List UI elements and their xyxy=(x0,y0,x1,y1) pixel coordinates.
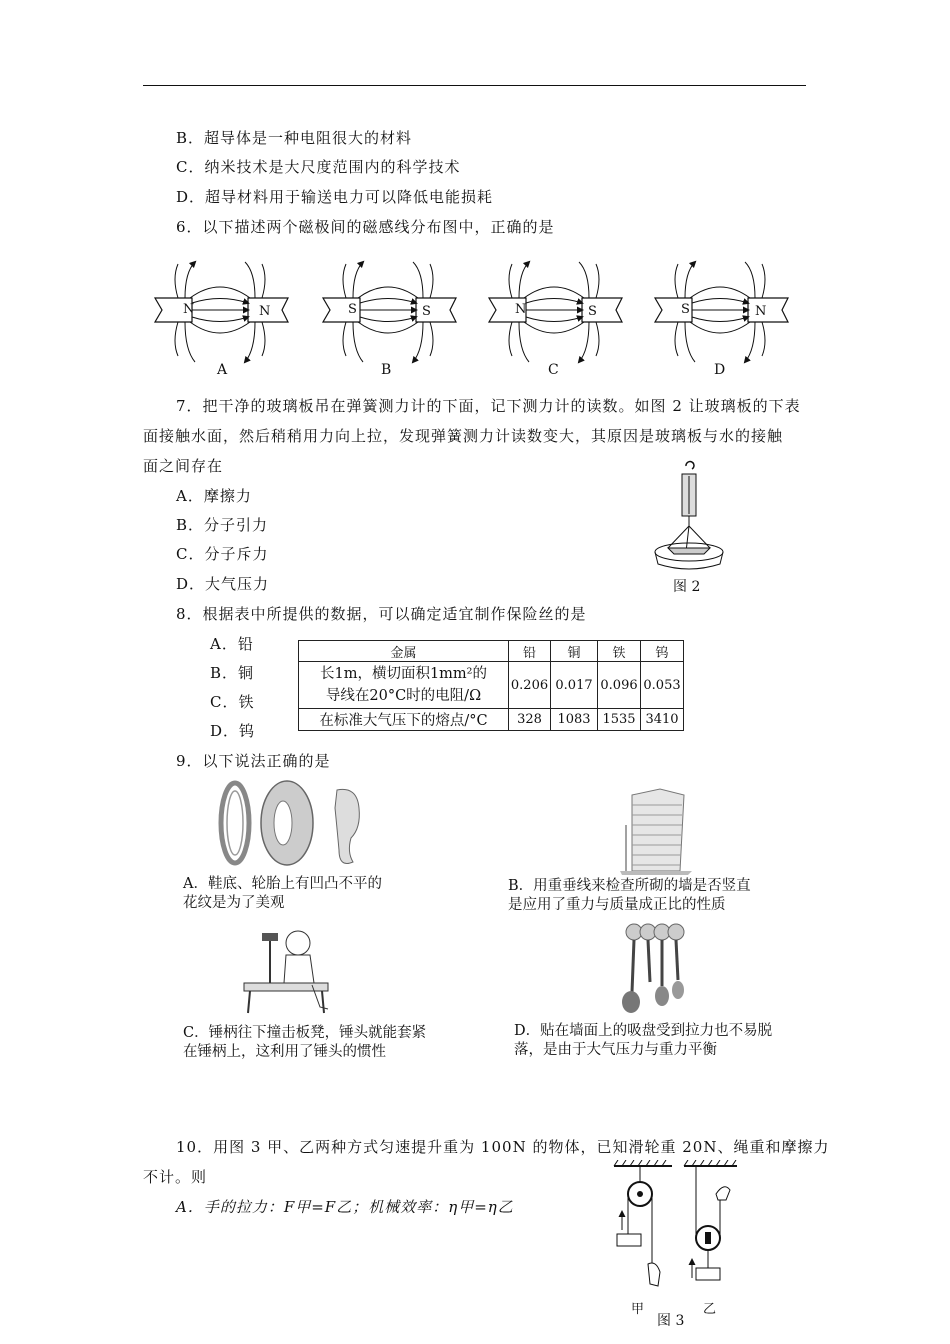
q8-option-b: B．铜 xyxy=(210,664,255,682)
table-cell: 1083 xyxy=(551,709,598,731)
q7-option-a: A．摩擦力 xyxy=(176,487,252,505)
q9-c-line2: 在锤柄上，这利用了锤头的惯性 xyxy=(183,1044,386,1060)
brick-wall-image xyxy=(620,785,692,875)
q10-option-a: A．手的拉力：F甲=F乙；机械效率：η甲=η乙 xyxy=(176,1198,514,1216)
table-cell: 0.096 xyxy=(598,662,641,709)
diagram-label-a: A xyxy=(217,362,228,378)
pole-b-left: S xyxy=(348,302,357,317)
q9-stem: 9．以下说法正确的是 xyxy=(176,752,331,770)
table-cell: 0.017 xyxy=(551,662,598,709)
hammer-bench-image xyxy=(240,925,332,1017)
table-row-label: 在标准大气压下的熔点/°C xyxy=(299,709,509,731)
table-row xyxy=(299,709,684,731)
table-header-cell: 钨 xyxy=(641,641,684,662)
label-jia: 甲 xyxy=(631,1302,645,1317)
q9-b-line1: B．用重垂线来检查所砌的墙是否竖直 xyxy=(508,878,751,894)
q8-option-a: A．铅 xyxy=(210,635,254,653)
q5-option-d: D．超导材料用于输送电力可以降低电能损耗 xyxy=(176,188,494,206)
header-rule xyxy=(143,85,806,86)
table-header-cell: 铁 xyxy=(598,641,641,662)
q5-option-b: B．超导体是一种电阻很大的材料 xyxy=(176,129,413,147)
tire-and-shoe-image xyxy=(215,778,375,868)
q10-line1: 10．用图 3 甲、乙两种方式匀速提升重为 100N 的物体，已知滑轮重 20N、绳重和摩擦力 xyxy=(176,1138,830,1156)
suction-hooks-image xyxy=(620,922,690,1014)
table-header-cell: 铅 xyxy=(509,641,551,662)
pole-d-left: S xyxy=(681,302,690,317)
q9-a-line1: A．鞋底、轮胎上有凹凸不平的 xyxy=(183,876,382,892)
q8-option-d: D．钨 xyxy=(210,722,256,740)
q9-d-line2: 落，是由于大气压力与重力平衡 xyxy=(514,1042,717,1058)
pulley-systems-figure xyxy=(612,1160,742,1310)
table-row xyxy=(299,662,684,709)
figure-3-caption: 图 3 xyxy=(657,1313,685,1329)
q9-c-line1: C．锤柄往下撞击板凳，锤头就能套紧 xyxy=(183,1025,427,1041)
table-header-row xyxy=(299,641,684,662)
q5-option-c: C．纳米技术是大尺度范围内的科学技术 xyxy=(176,158,461,176)
q6-stem: 6．以下描述两个磁极间的磁感线分布图中，正确的是 xyxy=(176,218,555,236)
row1-label-a: 长1m，横切面积1mm²的 xyxy=(319,666,487,682)
q8-option-c: C．铁 xyxy=(210,693,255,711)
table-row-label xyxy=(299,662,509,709)
diagram-label-b: B xyxy=(381,362,392,378)
diagram-label-d: D xyxy=(714,362,726,378)
row1-label-b: 导线在20°C时的电阻/Ω xyxy=(325,688,482,704)
pole-b-right: S xyxy=(422,304,431,319)
pole-d-right: N xyxy=(755,304,767,319)
q7-line3: 面之间存在 xyxy=(143,457,224,475)
pole-a-left: N xyxy=(183,302,195,317)
q8-stem: 8．根据表中所提供的数据，可以确定适宜制作保险丝的是 xyxy=(176,605,587,623)
table-cell: 0.206 xyxy=(509,662,551,709)
q7-line2: 面接触水面，然后稍稍用力向上拉，发现弹簧测力计读数变大，其原因是玻璃板与水的接触 xyxy=(143,427,784,445)
magnet-field-diagrams xyxy=(150,258,800,378)
table-cell: 328 xyxy=(509,709,551,731)
table-cell: 0.053 xyxy=(641,662,684,709)
table-cell: 1535 xyxy=(598,709,641,731)
q7-line1: 7．把干净的玻璃板吊在弹簧测力计的下面，记下测力计的读数。如图 2 让玻璃板的下表 xyxy=(176,397,801,415)
table-header-cell: 铜 xyxy=(551,641,598,662)
metal-data-table xyxy=(298,640,684,731)
q10-line2: 不计。则 xyxy=(143,1168,208,1186)
diagram-label-c: C xyxy=(548,362,559,378)
table-cell: 3410 xyxy=(641,709,684,731)
q9-d-line1: D．贴在墙面上的吸盘受到拉力也不易脱 xyxy=(514,1023,773,1039)
pole-a-right: N xyxy=(259,304,271,319)
q7-option-b: B．分子引力 xyxy=(176,516,269,534)
table-header-cell: 金属 xyxy=(299,641,509,662)
q7-option-d: D．大气压力 xyxy=(176,575,270,593)
figure-2-caption: 图 2 xyxy=(673,579,701,595)
q7-option-c: C．分子斥力 xyxy=(176,545,269,563)
label-yi: 乙 xyxy=(703,1302,717,1317)
q9-b-line2: 是应用了重力与质量成正比的性质 xyxy=(508,897,726,913)
pole-c-right: S xyxy=(588,304,597,319)
spring-scale-figure xyxy=(648,460,728,575)
pole-c-left: N xyxy=(515,302,527,317)
q9-a-line2: 花纹是为了美观 xyxy=(183,895,285,911)
